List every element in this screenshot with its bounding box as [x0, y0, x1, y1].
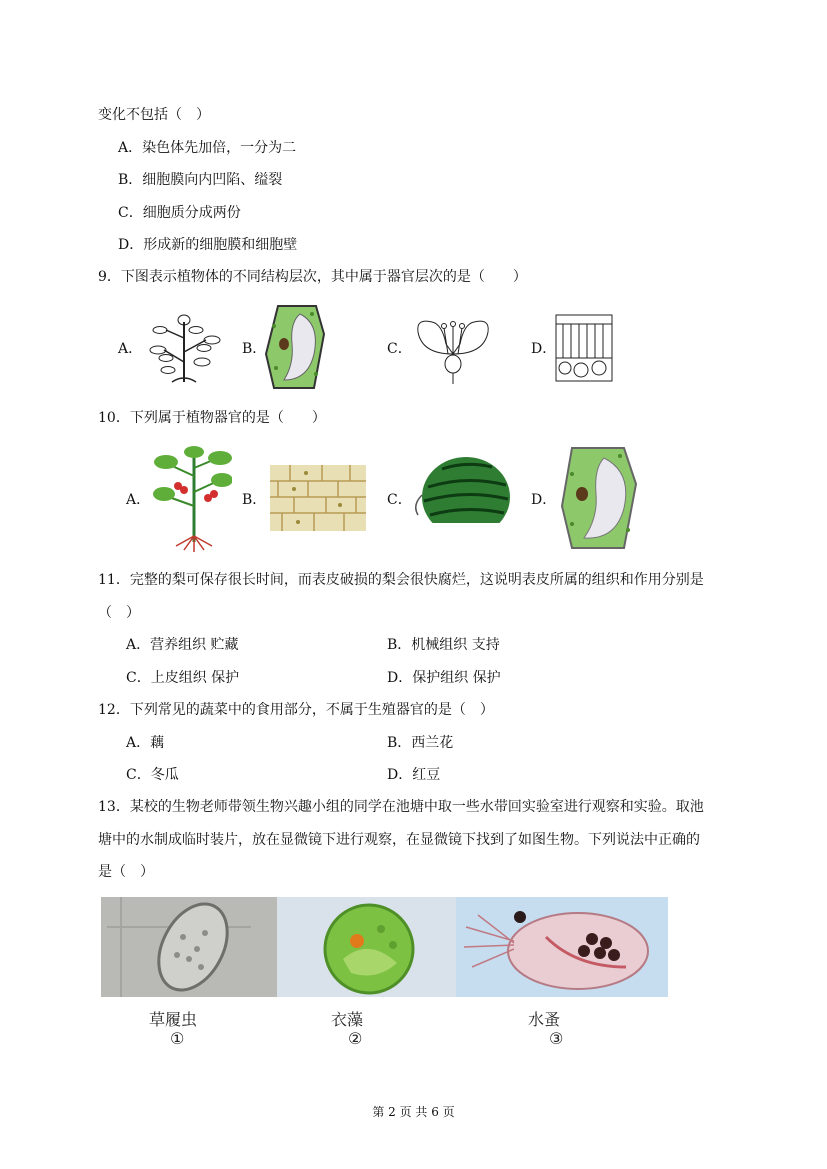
- q9-tissue-drawing: [555, 314, 613, 382]
- q9-plant-cell: [264, 304, 326, 390]
- q8-option-b: B．细胞膜向内凹陷、缢裂: [118, 172, 283, 188]
- q10-label-b: B．: [242, 492, 267, 508]
- q9-flower-drawing: [412, 314, 494, 384]
- q9-label-b: B．: [242, 341, 267, 357]
- q8-option-d: D．形成新的细胞膜和细胞壁: [118, 237, 298, 253]
- q9-label-a: A．: [118, 341, 143, 357]
- q10-plant-cell: [558, 444, 640, 552]
- q8-stem-tail: 变化不包括（ ）: [98, 107, 210, 123]
- q12-option-a: A．藕: [126, 735, 165, 751]
- q12-option-b: B．西兰花: [387, 735, 454, 751]
- q13-chlamydomonas-photo: [277, 897, 456, 997]
- q13-caption-paramecium: 草履虫: [149, 1010, 198, 1029]
- q11-stem-line1: 11．完整的梨可保存很长时间，而表皮破损的梨会很快腐烂，这说明表皮所属的组织和作用分别是: [98, 572, 704, 588]
- q13-paramecium-photo: [101, 897, 277, 997]
- q11-option-d: D．保护组织 保护: [387, 670, 501, 686]
- q11-option-a: A．营养组织 贮藏: [126, 637, 239, 653]
- q9-stem: 9．下图表示植物体的不同结构层次，其中属于器官层次的是（ ）: [98, 269, 527, 285]
- q13-stem-line3: 是（ ）: [98, 864, 154, 880]
- q9-label-d: D．: [531, 341, 557, 357]
- page-footer: 第 2 页 共 6 页: [372, 1105, 455, 1119]
- q13-daphnia-photo: [456, 897, 668, 997]
- q13-number-1: ①: [170, 1029, 185, 1048]
- q10-stem: 10．下列属于植物器官的是（ ）: [98, 410, 326, 426]
- q13-number-2: ②: [348, 1029, 363, 1048]
- q10-tomato-plant: [150, 446, 232, 552]
- q10-label-d: D．: [531, 492, 557, 508]
- q13-stem-line1: 13．某校的生物老师带领生物兴趣小组的同学在池塘中取一些水带回实验室进行观察和实验。取池: [98, 799, 704, 815]
- q11-option-c: C．上皮组织 保护: [126, 670, 240, 686]
- q11-option-b: B．机械组织 支持: [387, 637, 500, 653]
- q11-stem-line2: （ ）: [98, 605, 140, 621]
- q12-stem: 12．下列常见的蔬菜中的食用部分，不属于生殖器官的是（ ）: [98, 702, 494, 718]
- q12-option-c: C．冬瓜: [126, 767, 179, 783]
- q8-option-a: A．染色体先加倍，一分为二: [118, 140, 297, 156]
- q9-label-c: C．: [387, 341, 412, 357]
- q10-label-c: C．: [387, 492, 412, 508]
- q10-label-a: A．: [126, 492, 151, 508]
- q12-option-d: D．红豆: [387, 767, 441, 783]
- q13-caption-daphnia: 水蚤: [528, 1010, 561, 1029]
- q10-watermelon: [408, 455, 512, 523]
- q8-option-c: C．细胞质分成两份: [118, 205, 241, 221]
- q13-number-3: ③: [549, 1029, 564, 1048]
- q9-plant-drawing: [146, 312, 222, 384]
- q13-caption-chlamydomonas: 衣藻: [331, 1010, 364, 1029]
- q13-stem-line2: 塘中的水制成临时装片，放在显微镜下进行观察，在显微镜下找到了如图生物。下列说法中正确的: [98, 832, 700, 848]
- q10-epidermis-cells: [270, 465, 366, 531]
